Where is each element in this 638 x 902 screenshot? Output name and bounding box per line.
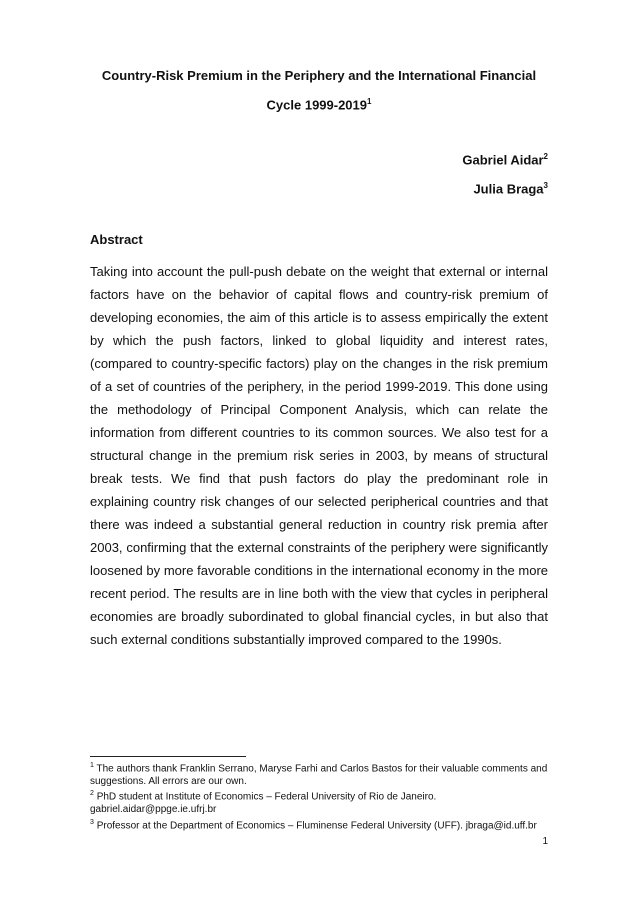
title-footnote-mark: 1: [367, 97, 372, 106]
abstract-heading: Abstract: [90, 232, 143, 247]
author-1-footnote-mark: 2: [543, 152, 548, 161]
author-1: [462, 149, 548, 168]
footnote-2-text: PhD student at Institute of Economics – Federal University of Rio de Janeiro. gabriel.aidar@ppge.ie.ufrj.br: [90, 791, 437, 816]
footnote-1-mark: 1: [90, 762, 94, 769]
footnote-3: [90, 817, 548, 833]
footnote-3-mark: 3: [90, 818, 94, 826]
footnote-2-mark: 2: [90, 790, 94, 798]
footnote-3-text: Professor at the Department of Economics – Fluminense Federal University (UFF). jbraga@id.uff.br: [96, 819, 537, 831]
footnote-1: [90, 760, 548, 788]
author-2: [473, 178, 548, 197]
paper-title: [90, 63, 548, 118]
page-number: 1: [542, 836, 548, 847]
footnote-2: [90, 788, 548, 816]
footnotes: [90, 760, 548, 832]
author-2-name: Julia Braga: [473, 181, 544, 197]
author-2-footnote-mark: 3: [543, 181, 548, 190]
footnote-separator: [90, 756, 246, 757]
paper-title-text: Country-Risk Premium in the Periphery and the International Financial Cycle 1999-2019: [101, 68, 537, 113]
abstract-body: Taking into account the pull-push debate on the weight that external or internal factors have on the behavior of capital flows and country-risk premium of developing economies, the aim of this article is to assess empirically the extent by which the push factors, linked to global liquidity and interest rates, (compared to country-specific factors) play on the changes in the risk premium of a set of countries of the periphery, in the period 1999-2019. This done using the methodology of Principal Component Analysis, which can relate the information from different countries to its common sources. We also test for a structural change in the premium risk series in 2003, by means of structural break tests. We find that push factors do play the predominant role in explaining country risk changes of our selected peripherical countries and that there was indeed a substantial general reduction in country risk premia after 2003, confirming that the external constraints of the periphery were significantly loosened by more favorable conditions in the international economy in the more recent period. The results are in line both with the view that cycles in peripheral economies are broadly subordinated to global financial cycles, in but also that such external conditions substantially improved compared to the 1990s.: [90, 264, 548, 647]
author-1-name: Gabriel Aidar: [462, 152, 544, 168]
footnote-1-text: The authors thank Franklin Serrano, Maryse Farhi and Carlos Bastos for their valuable comments and suggestions. All errors are our own.: [90, 763, 548, 787]
